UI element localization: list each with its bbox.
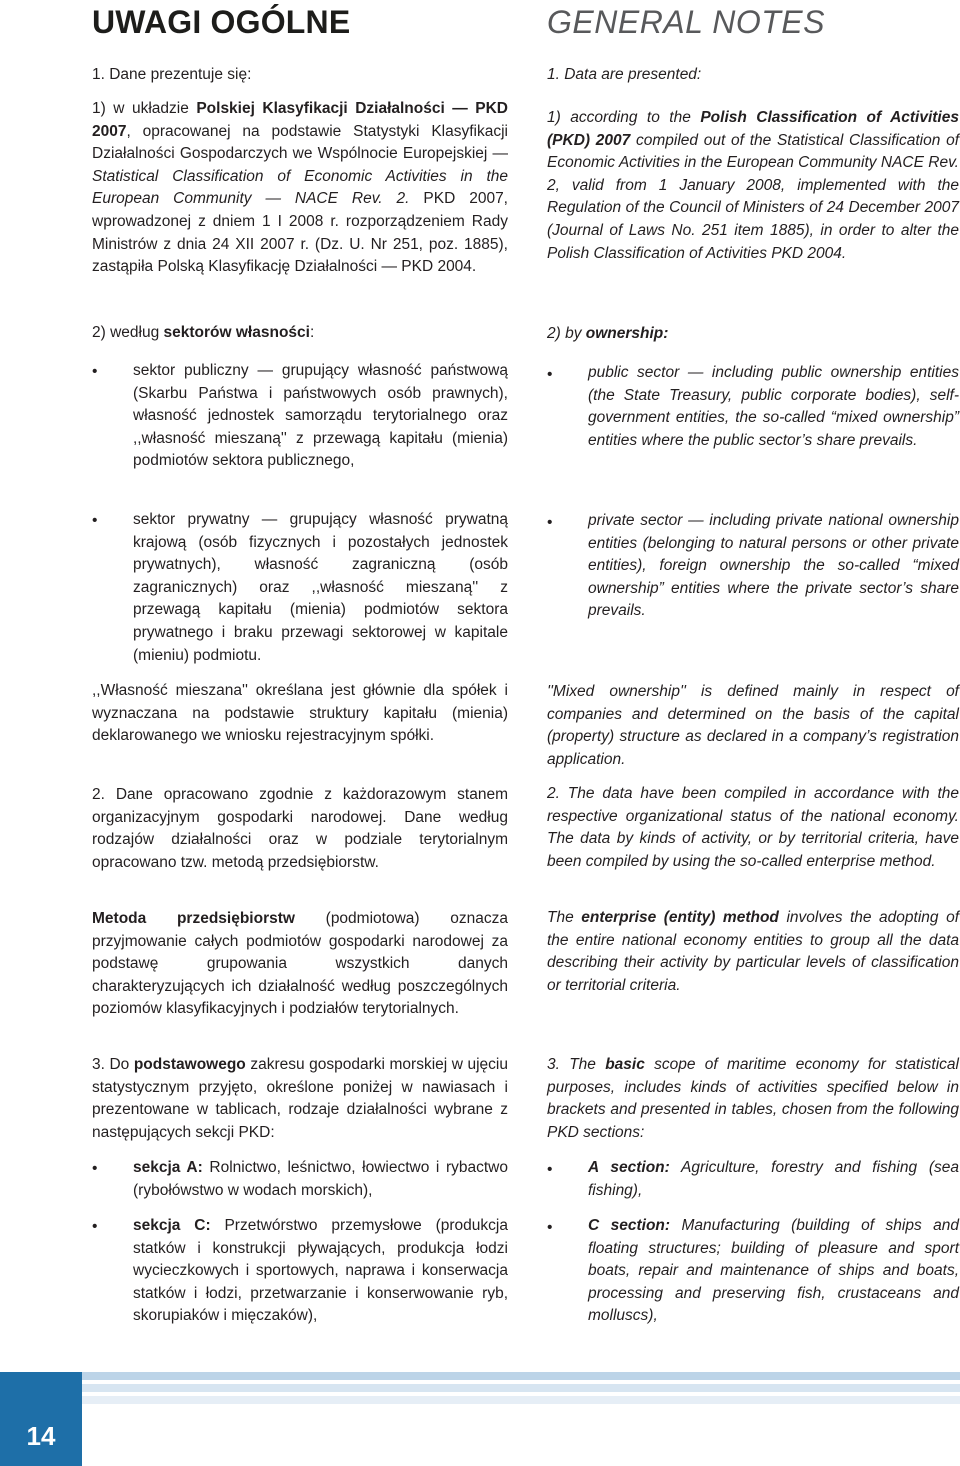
text-segment: 3. The xyxy=(547,1056,606,1073)
text-bold: Polish Classification of Activities (PKD) 2007 xyxy=(547,109,959,149)
text-segment: PKD 2007, wprowadzonej z dniem 1 I 2008 r. rozporządzeniem Rady Ministrów z dnia 24 XII 2007 r. (Dz. U. Nr 251, poz. 1885), zastąpiła Polską Klasyfikację Działalności — PKD 2004. xyxy=(92,190,508,276)
bullet-icon: • xyxy=(92,1218,98,1235)
paragraph-mixed-ownership-en: ''Mixed ownership'' is defined mainly in respect of companies and determined on the basis of the capital (property) structure as declared in a company’s registration application. xyxy=(547,683,959,768)
bullet-section-c-en xyxy=(588,1215,959,1328)
bullet-private-sector-en: private sector — including private national ownership entities (belonging to natural persons or other private entities), foreign ownership the so-called “mixed ownership” entities where the private sector’s share prevails. xyxy=(588,512,959,620)
paragraph-ownership-heading xyxy=(92,322,508,345)
section-1-heading-en: 1. Data are presented: xyxy=(547,66,702,83)
text-segment: 3. Do xyxy=(92,1056,134,1073)
paragraph-section-2-en: 2. The data have been compiled in accordance with the respective organizational status of the national economy. The data by kinds of activity, or by territorial criteria, have been compiled by using the so-called enterprise method. xyxy=(547,785,959,870)
text-segment: (podmiotowa) oznacza przyjmowanie całych podmiotów gospodarki narodowej za podstawę grupowania wszystkich danych charakteryzujących ich działalność według poszczególnych poziomów klasyfikacyjnych i podziałów terytorialnych. xyxy=(92,910,508,1018)
page-title-en: GENERAL NOTES xyxy=(547,4,825,40)
page-number: 14 xyxy=(26,1420,56,1451)
paragraph-section-3-en xyxy=(547,1054,959,1144)
section-1-heading: 1. Dane prezentuje się: xyxy=(92,66,252,83)
bullet-icon: • xyxy=(92,512,98,529)
bullet-icon: • xyxy=(547,366,553,383)
text-segment: involves the adopting of the entire national economy entities to group all the data describing their activity by particular levels of classification or territorial criteria. xyxy=(547,909,959,994)
bullet-icon: • xyxy=(92,1160,98,1177)
text-italic: Statistical Classification of Economic Activities in the European Community — NACE Rev. 2. xyxy=(92,167,508,208)
bullet-icon: • xyxy=(547,1219,553,1236)
text-bold: Metoda przedsiębiorstw xyxy=(92,910,295,927)
bullet-icon: • xyxy=(92,363,98,380)
text-segment: 2) by xyxy=(547,325,586,342)
text-segment: Przetwórstwo przemysłowe (produkcja statków i konstrukcji pływających, produkcja łodzi wycieczkowych i sportowych, naprawa i konserwacja statków i łodzi, przetwarzanie i konserwowanie ryb, skorupiaków i mięczaków), xyxy=(133,1217,508,1325)
text-segment: zakresu gospodarki morskiej w ujęciu statystycznym przyjęto, określone poniżej w nawiasach i prezentowane w tablicach, rodzaje działalności wybrane z następujących sekcji PKD: xyxy=(92,1056,508,1141)
text-bold: enterprise (entity) method xyxy=(581,909,779,926)
bullet-icon: • xyxy=(547,1161,553,1178)
paragraph-section-2: 2. Dane opracowano zgodnie z każdorazowym stanem organizacyjnym gospodarki narodowej. Dane według rodzajów działalności oraz w podziale terytorialnym opracowano tzw. metodą przedsiębiorstw. xyxy=(92,786,508,871)
text-segment: Manufacturing (building of ships and floating structures; building of pleasure and sport boats, repair and maintenance of ships and boats, processing and preserving fish, crustaceans and molluscs), xyxy=(588,1217,959,1325)
text-bold: sekcja C: xyxy=(133,1217,211,1234)
text-bold: ownership: xyxy=(585,325,669,342)
page-title-pl: UWAGI OGÓLNE xyxy=(92,4,351,40)
text-segment: 2) według xyxy=(92,324,164,341)
text-bold: podstawowego xyxy=(133,1056,246,1073)
text-segment: scope of maritime economy for statistical purposes, includes kinds of activities specified below in brackets and presented in tables, chosen from the following PKD sections: xyxy=(547,1056,959,1141)
bullet-public-sector-en: public sector — including public ownership entities (the State Treasury, public corporate bodies), self-government entities, the so-called “mixed ownership” entities where the public sector’s share prevails. xyxy=(588,364,959,449)
text-segment: , opracowanej na podstawie Statystyki Klasyfikacji Działalności Gospodarczych we Wspólnocie Europejskiej — xyxy=(92,122,508,163)
text-bold: sekcja A: xyxy=(133,1159,203,1176)
footer-rule xyxy=(82,1396,960,1404)
text-segment: 1) w układzie xyxy=(92,100,197,117)
text-segment: : xyxy=(309,324,315,341)
text-bold: sektorów własności xyxy=(163,324,310,341)
text-bold: A section: xyxy=(588,1159,670,1176)
text-bold: basic xyxy=(605,1056,645,1073)
paragraph-section-3 xyxy=(92,1054,508,1144)
paragraph-enterprise-method xyxy=(92,908,508,1021)
paragraph-enterprise-method-en xyxy=(547,907,959,997)
paragraph-pkd-classification xyxy=(92,98,508,279)
text-segment: Rolnictwo, leśnictwo, łowiectwo i rybactwo (rybołówstwo w wodach morskich), xyxy=(133,1159,508,1199)
bullet-section-a xyxy=(133,1157,508,1202)
paragraph-pkd-classification-en xyxy=(547,107,959,265)
page-number-box xyxy=(0,1372,82,1466)
bullet-private-sector: sektor prywatny — grupujący własność prywatną krajową (osób fizycznych i pozostałych jednostek prywatnych), własność zagraniczną (osób zagranicznych) oraz ,,własność mieszaną'' z przewagą kapitału (mienia) podmiotów sektora prywatnego i braku przewagi sektorowej w kapitale (mieniu) podmiotu. xyxy=(133,511,508,664)
footer-rule xyxy=(82,1372,960,1380)
bullet-section-c xyxy=(133,1215,508,1328)
text-segment: The xyxy=(547,909,582,926)
paragraph-ownership-heading-en xyxy=(547,323,959,346)
text-bold: C section: xyxy=(588,1217,671,1234)
bullet-section-a-en xyxy=(588,1157,959,1202)
footer-rule xyxy=(82,1384,960,1392)
text-bold: Polskiej Klasyfikacji Działalności — PKD 2007 xyxy=(92,100,508,140)
text-segment: 1) according to the xyxy=(547,109,701,126)
bullet-icon: • xyxy=(547,514,553,531)
text-segment: Agriculture, forestry and fishing (sea fishing), xyxy=(588,1159,959,1199)
paragraph-mixed-ownership: ,,Własność mieszana'' określana jest głównie dla spółek i wyznaczana na podstawie struktury kapitału (mienia) deklarowanego we wniosku rejestracyjnym spółki. xyxy=(92,682,508,745)
text-segment: compiled out of the Statistical Classification of Economic Activities in the European Community NACE Rev. 2, valid from 1 January 2008, implemented with the Regulation of the Council of Ministers of 24 December 2007 (Journal of Laws No. 251 item 1885), in order to alter the Polish Classification of Activities PKD 2004. xyxy=(547,131,959,262)
bullet-public-sector: sektor publiczny — grupujący własność państwową (Skarbu Państwa i państwowych osób prawnych), własność jednostek samorządu terytorialnego oraz ,,własność mieszaną'' z przewagą kapitału (mienia) podmiotów sektora publicznego, xyxy=(133,362,508,470)
